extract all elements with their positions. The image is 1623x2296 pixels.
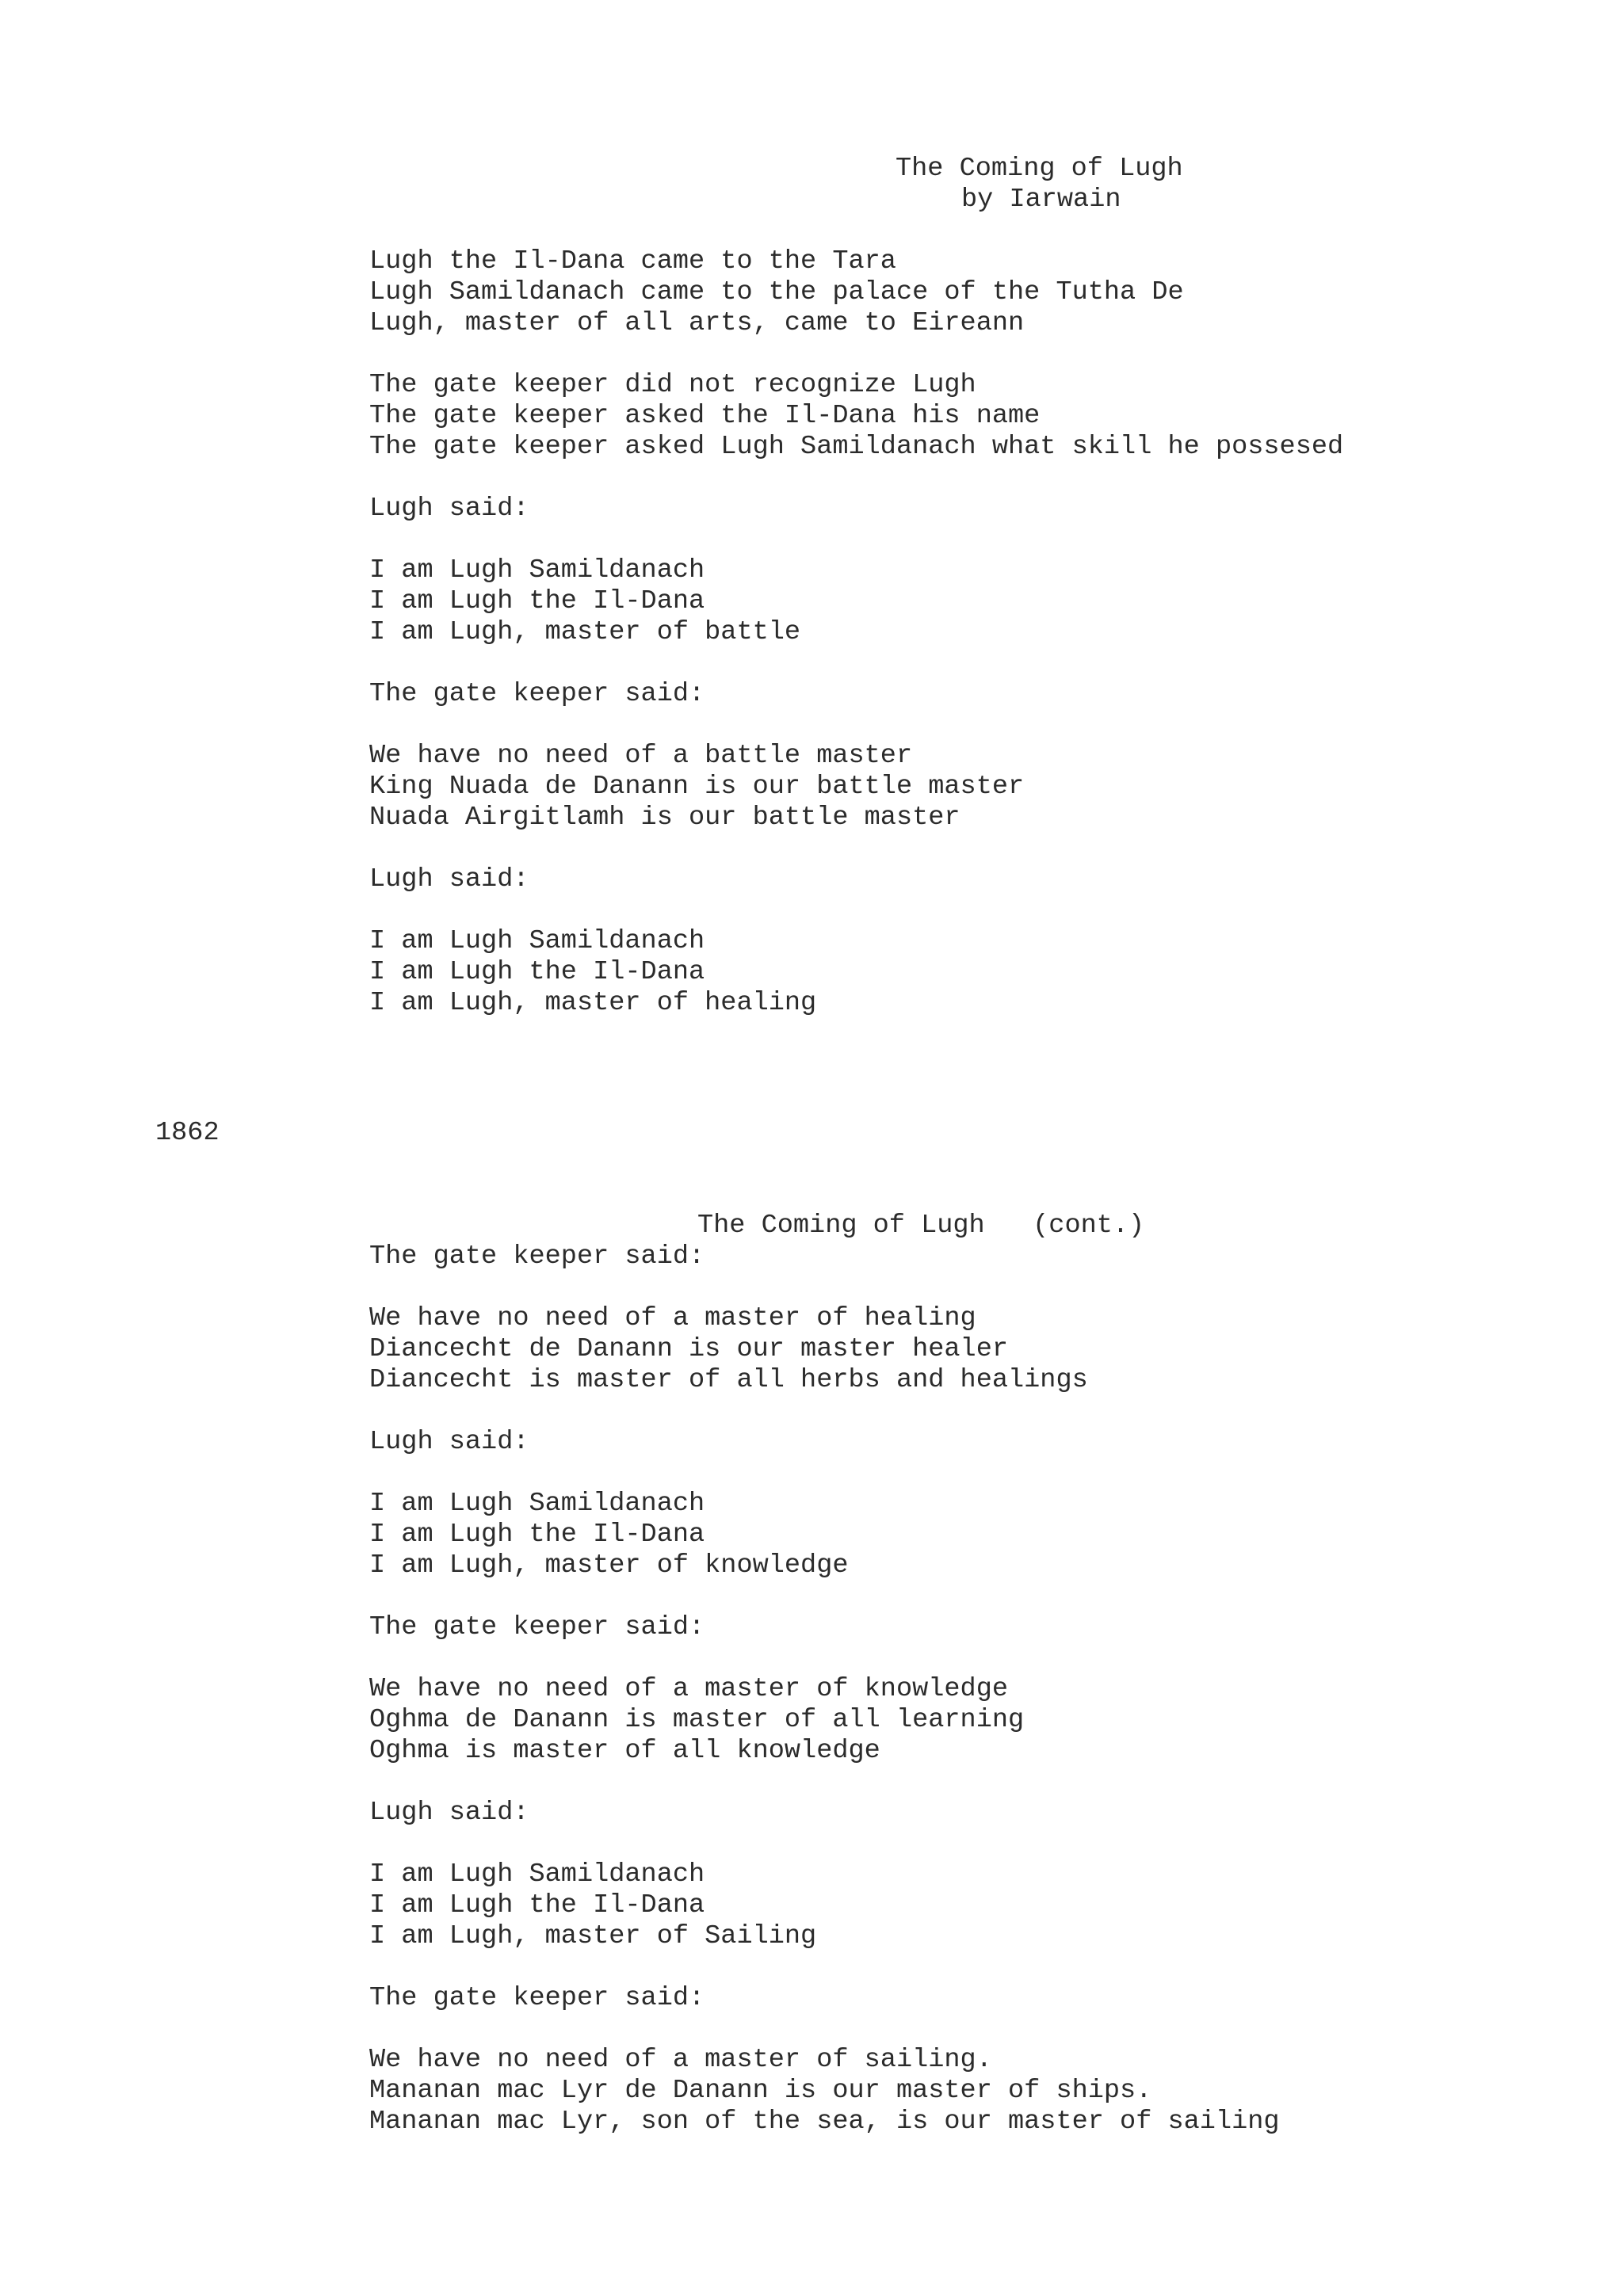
text-line: King Nuada de Danann is our battle master — [369, 772, 1025, 802]
text-line: I am Lugh Samildanach — [369, 555, 705, 585]
text-line: We have no need of a master of sailing. — [369, 2045, 992, 2075]
text-line: Lugh, master of all arts, came to Eireann — [369, 308, 1025, 338]
text-line: I am Lugh, master of knowledge — [369, 1550, 849, 1581]
text-line: I am Lugh, master of Sailing — [369, 1921, 817, 1951]
text-line: Mananan mac Lyr, son of the sea, is our master of sailing — [369, 2107, 1280, 2137]
text-line: I am Lugh the Il-Dana — [369, 1520, 705, 1550]
page-number: 1862 — [155, 1118, 220, 1148]
text-line: I am Lugh Samildanach — [369, 926, 705, 956]
continued-heading: The Coming of Lugh (cont.) — [697, 1211, 1145, 1241]
text-line: I am Lugh the Il-Dana — [369, 957, 705, 987]
text-line: I am Lugh, master of battle — [369, 617, 801, 647]
text-line: Diancecht de Danann is our master healer — [369, 1334, 1009, 1364]
text-line: Mananan mac Lyr de Danann is our master of ships. — [369, 2076, 1152, 2106]
author-byline: by Iarwain — [961, 185, 1121, 215]
text-line: Lugh Samildanach came to the palace of the Tutha De — [369, 277, 1184, 307]
text-line: I am Lugh Samildanach — [369, 1489, 705, 1519]
text-line: Oghma de Danann is master of all learning — [369, 1705, 1025, 1735]
text-line: The gate keeper asked the Il-Dana his name — [369, 401, 1041, 431]
text-line: Lugh the Il-Dana came to the Tara — [369, 246, 896, 277]
text-line: Diancecht is master of all herbs and healings — [369, 1365, 1088, 1395]
text-line: We have no need of a master of knowledge — [369, 1674, 1009, 1704]
text-line: We have no need of a battle master — [369, 741, 913, 771]
text-line: I am Lugh Samildanach — [369, 1859, 705, 1890]
text-line: Oghma is master of all knowledge — [369, 1736, 880, 1766]
text-line: I am Lugh the Il-Dana — [369, 586, 705, 616]
text-line: I am Lugh, master of healing — [369, 988, 817, 1018]
text-line: The gate keeper asked Lugh Samildanach what skill he possesed — [369, 432, 1344, 462]
page-title: The Coming of Lugh — [896, 154, 1183, 184]
speaker-line: The gate keeper said: — [369, 1241, 705, 1272]
speaker-line: Lugh said: — [369, 864, 529, 894]
speaker-line: The gate keeper said: — [369, 1983, 705, 2013]
text-line: The gate keeper did not recognize Lugh — [369, 370, 976, 400]
text-line: Nuada Airgitlamh is our battle master — [369, 803, 960, 833]
speaker-line: The gate keeper said: — [369, 679, 705, 709]
text-line: We have no need of a master of healing — [369, 1303, 976, 1333]
speaker-line: The gate keeper said: — [369, 1612, 705, 1642]
speaker-line: Lugh said: — [369, 1798, 529, 1828]
speaker-line: Lugh said: — [369, 494, 529, 524]
text-line: I am Lugh the Il-Dana — [369, 1890, 705, 1920]
speaker-line: Lugh said: — [369, 1427, 529, 1457]
